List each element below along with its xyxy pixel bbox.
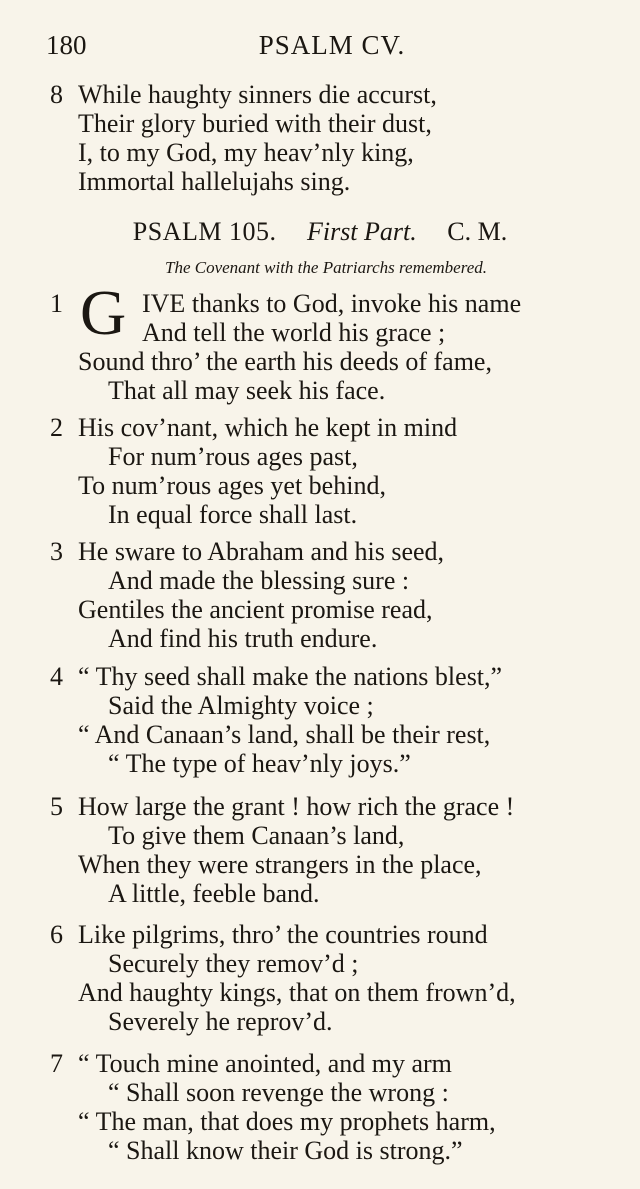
verse-line: “ The man, that does my prophets harm, xyxy=(78,1107,496,1136)
verse-line: When they were strangers in the place, xyxy=(78,850,482,879)
verse-line: While haughty sinners die accurst, xyxy=(78,80,437,109)
verse-line: His cov’nant, which he kept in mind xyxy=(78,413,458,442)
running-title: PSALM CV. xyxy=(258,30,406,60)
verse-line: And tell the world his grace ; xyxy=(142,318,446,347)
verse-line: Securely they remov’d ; xyxy=(108,949,359,978)
verse-line: To give them Canaan’s land, xyxy=(108,821,405,850)
verse-line: “ Touch mine anointed, and my arm xyxy=(78,1049,452,1078)
stanza-number: 6 xyxy=(50,920,63,949)
verse-line: Sound thro’ the earth his deeds of fame, xyxy=(78,347,492,376)
stanza-number: 1 xyxy=(50,289,63,318)
drop-cap: G xyxy=(80,277,127,348)
stanza-number: 4 xyxy=(50,662,63,691)
verse-line: “ Shall soon revenge the wrong : xyxy=(108,1078,449,1107)
verse-line: Immortal hallelujahs sing. xyxy=(78,167,351,196)
psalm-subtitle: The Covenant with the Patriarchs remembered. xyxy=(164,258,487,277)
verse-line: “ The type of heav’nly joys.” xyxy=(108,749,411,778)
verse-line: I, to my God, my heav’nly king, xyxy=(78,138,414,167)
stanza-number: 3 xyxy=(50,537,63,566)
stanza-number: 5 xyxy=(50,792,63,821)
page-header xyxy=(46,30,610,64)
verse-line: To num’rous ages yet behind, xyxy=(78,471,386,500)
psalm-heading xyxy=(0,217,640,247)
verse-line: And haughty kings, that on them frown’d, xyxy=(78,978,516,1007)
stanza-number: 2 xyxy=(50,413,63,442)
psalm-title: PSALM 105. xyxy=(132,217,277,246)
verse-line: IVE thanks to God, invoke his name xyxy=(142,289,522,318)
verse-line: Like pilgrims, thro’ the countries round xyxy=(78,920,488,949)
psalm-meter: C. M. xyxy=(447,217,508,246)
verse-line: Said the Almighty voice ; xyxy=(108,691,374,720)
verse-line: “ Thy seed shall make the nations blest,” xyxy=(78,662,503,691)
verse-line: “ Shall know their God is strong.” xyxy=(108,1136,463,1165)
verse-line: And find his truth endure. xyxy=(108,624,378,653)
verse-line: Their glory buried with their dust, xyxy=(78,109,432,138)
psalm-part: First Part. xyxy=(306,217,417,246)
stanza-number: 7 xyxy=(50,1049,63,1078)
verse-line: In equal force shall last. xyxy=(108,500,358,529)
page-number: 180 xyxy=(46,30,87,60)
verse-line: Gentiles the ancient promise read, xyxy=(78,595,433,624)
verse-line: And made the blessing sure : xyxy=(108,566,410,595)
verse-line: How large the grant ! how rich the grace ! xyxy=(78,792,515,821)
verse-line: For num’rous ages past, xyxy=(108,442,358,471)
verse-line: That all may seek his face. xyxy=(108,376,386,405)
verse-line: “ And Canaan’s land, shall be their rest, xyxy=(78,720,491,749)
stanza-number: 8 xyxy=(50,80,63,109)
verse-line: A little, feeble band. xyxy=(108,879,320,908)
verse-line: Severely he reprov’d. xyxy=(108,1007,333,1036)
verse-line: He sware to Abraham and his seed, xyxy=(78,537,445,566)
